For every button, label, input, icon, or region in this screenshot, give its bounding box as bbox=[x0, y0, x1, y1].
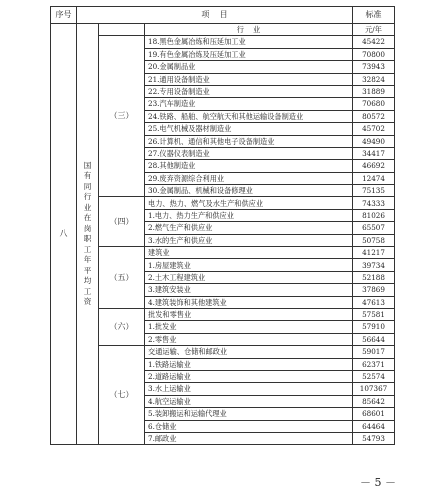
industry-name: 1.批发业 bbox=[145, 321, 353, 333]
industry-name: 批发和零售业 bbox=[145, 308, 353, 320]
industry-name: 30.金属制品、机械和设备修理业 bbox=[145, 185, 353, 197]
wage-value: 57581 bbox=[353, 308, 395, 320]
wage-value: 80572 bbox=[353, 110, 395, 122]
group-label: （五） bbox=[99, 247, 145, 309]
industry-name: 1.电力、热力生产和供应业 bbox=[145, 209, 353, 221]
header-seq: 序号 bbox=[51, 7, 77, 24]
industry-name: 27.仪器仪表制造业 bbox=[145, 147, 353, 159]
wage-value: 75135 bbox=[353, 185, 395, 197]
wage-value: 57910 bbox=[353, 321, 395, 333]
industry-name: 3.水上运输业 bbox=[145, 383, 353, 395]
wage-value: 74333 bbox=[353, 197, 395, 209]
table-row bbox=[51, 197, 395, 209]
industry-name: 3.建筑安装业 bbox=[145, 284, 353, 296]
wage-value: 32824 bbox=[353, 73, 395, 85]
group-label: （四） bbox=[99, 197, 145, 247]
industry-name: 4.建筑装饰和其他建筑业 bbox=[145, 296, 353, 308]
group-label: （三） bbox=[99, 36, 145, 197]
table-row bbox=[51, 247, 395, 259]
blank-cell bbox=[99, 24, 145, 36]
wage-value: 52574 bbox=[353, 370, 395, 382]
wage-value: 62371 bbox=[353, 358, 395, 370]
wage-value: 59017 bbox=[353, 346, 395, 358]
wage-value: 31889 bbox=[353, 85, 395, 97]
wage-value: 107367 bbox=[353, 383, 395, 395]
industry-name: 3.水的生产和供应业 bbox=[145, 234, 353, 246]
wage-value: 12474 bbox=[353, 172, 395, 184]
industry-name: 交通运输、仓储和邮政业 bbox=[145, 346, 353, 358]
wage-value: 39734 bbox=[353, 259, 395, 271]
industry-name: 19.有色金属冶炼及压延加工业 bbox=[145, 48, 353, 60]
industry-name: 1.铁路运输业 bbox=[145, 358, 353, 370]
page-number: － 5 － bbox=[360, 476, 396, 489]
table-row bbox=[51, 308, 395, 320]
industry-name: 5.装卸搬运和运输代理业 bbox=[145, 408, 353, 420]
industry-name: 电力、热力、燃气及水生产和供应业 bbox=[145, 197, 353, 209]
industry-name: 6.仓储业 bbox=[145, 420, 353, 432]
wage-value: 85642 bbox=[353, 395, 395, 407]
industry-name: 建筑业 bbox=[145, 247, 353, 259]
wage-value: 70680 bbox=[353, 98, 395, 110]
wage-value: 56644 bbox=[353, 333, 395, 345]
section-number: 八 bbox=[51, 24, 77, 445]
industry-name: 2.道路运输业 bbox=[145, 370, 353, 382]
industry-name: 29.废弃资源综合利用业 bbox=[145, 172, 353, 184]
table-row bbox=[51, 346, 395, 358]
wage-value: 70800 bbox=[353, 48, 395, 60]
wage-value: 64464 bbox=[353, 420, 395, 432]
industry-name: 20.金属制品业 bbox=[145, 61, 353, 73]
unit-label: 元/年 bbox=[353, 24, 395, 36]
group-label: （六） bbox=[99, 308, 145, 345]
wage-value: 45422 bbox=[353, 36, 395, 48]
wage-value: 68601 bbox=[353, 408, 395, 420]
wage-value: 50758 bbox=[353, 234, 395, 246]
industry-name: 21.通用设备制造业 bbox=[145, 73, 353, 85]
wage-value: 73943 bbox=[353, 61, 395, 73]
industry-label: 行 业 bbox=[145, 24, 353, 36]
industry-name: 26.计算机、通信和其他电子设备制造业 bbox=[145, 135, 353, 147]
industry-name: 28.其他制造业 bbox=[145, 160, 353, 172]
wage-value: 52188 bbox=[353, 271, 395, 283]
table-row bbox=[51, 36, 395, 48]
wage-value: 46692 bbox=[353, 160, 395, 172]
table-header-row bbox=[51, 7, 395, 24]
industry-name: 2.零售业 bbox=[145, 333, 353, 345]
section-title bbox=[77, 24, 99, 445]
industry-subheader-row bbox=[51, 24, 395, 36]
group-label: （七） bbox=[99, 346, 145, 445]
industry-name: 4.航空运输业 bbox=[145, 395, 353, 407]
industry-name: 2.燃气生产和供应业 bbox=[145, 222, 353, 234]
wage-value: 49490 bbox=[353, 135, 395, 147]
wage-value: 81026 bbox=[353, 209, 395, 221]
header-standard: 标准 bbox=[353, 7, 395, 24]
industry-name: 1.房屋建筑业 bbox=[145, 259, 353, 271]
section-title-text: 国有同行业在岗职工年平均工资 bbox=[83, 160, 92, 307]
industry-name: 7.邮政业 bbox=[145, 432, 353, 444]
industry-name: 23.汽车制造业 bbox=[145, 98, 353, 110]
industry-name: 18.黑色金属冶炼和压延加工业 bbox=[145, 36, 353, 48]
header-item: 项 目 bbox=[77, 7, 353, 24]
industry-name: 25.电气机械及器材制造业 bbox=[145, 123, 353, 135]
wage-value: 65507 bbox=[353, 222, 395, 234]
industry-name: 24.铁路、船舶、航空航天和其他运输设备制造业 bbox=[145, 110, 353, 122]
wage-value: 34417 bbox=[353, 147, 395, 159]
wage-value: 41217 bbox=[353, 247, 395, 259]
wage-value: 54793 bbox=[353, 432, 395, 444]
industry-name: 22.专用设备制造业 bbox=[145, 85, 353, 97]
wage-value: 45702 bbox=[353, 123, 395, 135]
wage-standard-table bbox=[50, 6, 395, 445]
wage-value: 47613 bbox=[353, 296, 395, 308]
wage-value: 37869 bbox=[353, 284, 395, 296]
industry-name: 2.土木工程建筑业 bbox=[145, 271, 353, 283]
